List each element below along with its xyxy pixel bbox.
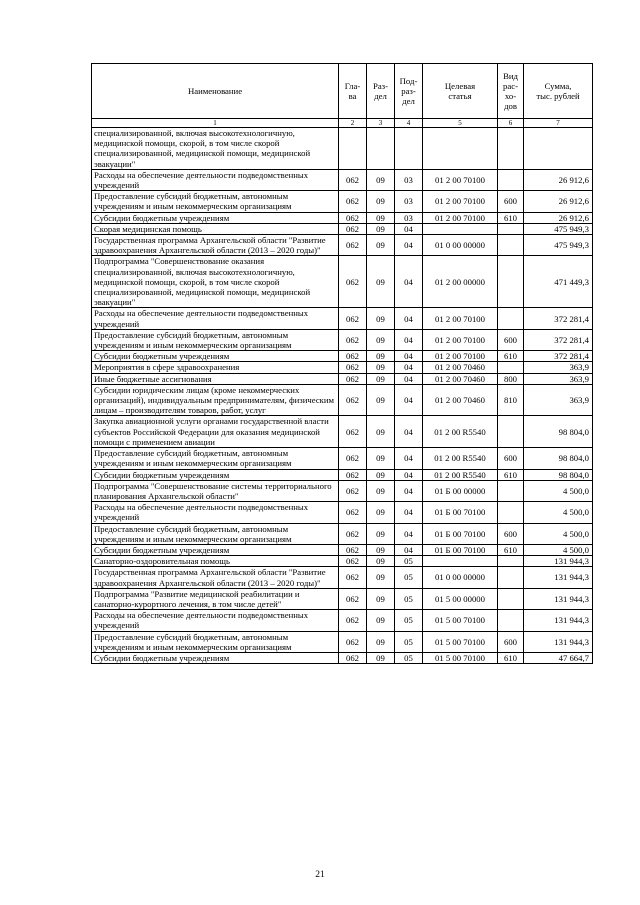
table-row bbox=[92, 567, 593, 588]
table-row bbox=[92, 448, 593, 469]
row-target-article: 01 5 00 70100 bbox=[423, 631, 498, 652]
row-section: 09 bbox=[367, 523, 395, 544]
row-expense-type bbox=[498, 128, 524, 170]
row-expense-type bbox=[498, 256, 524, 308]
row-chapter: 062 bbox=[339, 631, 367, 652]
row-expense-type: 600 bbox=[498, 448, 524, 469]
row-sum: 4 500,0 bbox=[524, 523, 593, 544]
row-expense-type: 600 bbox=[498, 329, 524, 350]
row-sum: 131 944,3 bbox=[524, 610, 593, 631]
table-row bbox=[92, 502, 593, 523]
row-sum: 98 804,0 bbox=[524, 469, 593, 480]
table-row bbox=[92, 329, 593, 350]
row-sum: 372 281,4 bbox=[524, 329, 593, 350]
row-chapter: 062 bbox=[339, 169, 367, 190]
row-section: 09 bbox=[367, 631, 395, 652]
row-target-article: 01 Б 00 70100 bbox=[423, 502, 498, 523]
table-row bbox=[92, 588, 593, 609]
row-target-article: 01 2 00 R5540 bbox=[423, 448, 498, 469]
row-subsection: 04 bbox=[395, 544, 423, 555]
row-chapter: 062 bbox=[339, 652, 367, 663]
row-name: Подпрограмма "Совершенствование оказания специализированной, включая высокотехнологичную, медицинской помощи, скорой, в том числе скорой специализированной, медицинской помощи, медицинской эвакуации" bbox=[92, 256, 339, 308]
row-subsection: 04 bbox=[395, 223, 423, 234]
row-name: Скорая медицинская помощь bbox=[92, 223, 339, 234]
table-row bbox=[92, 169, 593, 190]
row-expense-type bbox=[498, 588, 524, 609]
row-chapter: 062 bbox=[339, 556, 367, 567]
row-name: Расходы на обеспечение деятельности подведомственных учреждений bbox=[92, 169, 339, 190]
row-subsection: 05 bbox=[395, 556, 423, 567]
row-expense-type: 810 bbox=[498, 384, 524, 416]
row-target-article bbox=[423, 223, 498, 234]
row-sum: 4 500,0 bbox=[524, 502, 593, 523]
row-chapter: 062 bbox=[339, 351, 367, 362]
row-expense-type bbox=[498, 235, 524, 256]
table-row bbox=[92, 610, 593, 631]
row-name: Предоставление субсидий бюджетным, автономным учреждениям и иным некоммерческим организациям bbox=[92, 448, 339, 469]
row-sum: 131 944,3 bbox=[524, 631, 593, 652]
table-row bbox=[92, 212, 593, 223]
row-section: 09 bbox=[367, 223, 395, 234]
table-row bbox=[92, 523, 593, 544]
row-name: Подпрограмма "Совершенствование системы территориального планирования Архангельской области" bbox=[92, 480, 339, 501]
row-sum: 4 500,0 bbox=[524, 480, 593, 501]
row-expense-type bbox=[498, 362, 524, 373]
row-name: специализированной, включая высокотехнологичную, медицинской помощи, скорой, в том числе скорой специализированной, медицинской помощи, медицинской эвакуации" bbox=[92, 128, 339, 170]
row-target-article: 01 2 00 R5540 bbox=[423, 416, 498, 448]
row-subsection: 05 bbox=[395, 567, 423, 588]
row-name: Субсидии юридическим лицам (кроме некоммерческих организаций), индивидуальным предпринимателям, физическим лицам – производителям товаров, работ, услуг bbox=[92, 384, 339, 416]
row-subsection: 04 bbox=[395, 448, 423, 469]
row-expense-type bbox=[498, 480, 524, 501]
row-chapter: 062 bbox=[339, 544, 367, 555]
row-subsection: 04 bbox=[395, 235, 423, 256]
row-target-article: 01 0 00 00000 bbox=[423, 567, 498, 588]
row-subsection: 05 bbox=[395, 610, 423, 631]
header-subsection: Под- раз- дел bbox=[395, 64, 423, 119]
row-sum: 131 944,3 bbox=[524, 567, 593, 588]
table-row bbox=[92, 223, 593, 234]
row-target-article: 01 2 00 70100 bbox=[423, 351, 498, 362]
row-target-article: 01 5 00 70100 bbox=[423, 610, 498, 631]
row-target-article: 01 2 00 70460 bbox=[423, 362, 498, 373]
row-name: Субсидии бюджетным учреждениям bbox=[92, 544, 339, 555]
column-number: 4 bbox=[395, 119, 423, 128]
row-chapter bbox=[339, 128, 367, 170]
row-name: Предоставление субсидий бюджетным, автономным учреждениям и иным некоммерческим организациям bbox=[92, 191, 339, 212]
column-number: 3 bbox=[367, 119, 395, 128]
row-target-article: 01 2 00 70460 bbox=[423, 384, 498, 416]
row-sum: 471 449,3 bbox=[524, 256, 593, 308]
row-name: Субсидии бюджетным учреждениям bbox=[92, 469, 339, 480]
row-section: 09 bbox=[367, 235, 395, 256]
row-chapter: 062 bbox=[339, 523, 367, 544]
header-section: Раз- дел bbox=[367, 64, 395, 119]
row-target-article: 01 5 00 70100 bbox=[423, 652, 498, 663]
row-name: Иные бюджетные ассигнования bbox=[92, 373, 339, 384]
table-row bbox=[92, 556, 593, 567]
table-row bbox=[92, 191, 593, 212]
budget-table bbox=[91, 63, 593, 664]
row-section: 09 bbox=[367, 588, 395, 609]
row-chapter: 062 bbox=[339, 610, 367, 631]
row-section: 09 bbox=[367, 567, 395, 588]
row-expense-type: 600 bbox=[498, 523, 524, 544]
row-sum: 372 281,4 bbox=[524, 308, 593, 329]
row-sum: 131 944,3 bbox=[524, 588, 593, 609]
table-row bbox=[92, 373, 593, 384]
row-target-article bbox=[423, 556, 498, 567]
row-target-article: 01 Б 00 70100 bbox=[423, 544, 498, 555]
row-chapter: 062 bbox=[339, 308, 367, 329]
row-section bbox=[367, 128, 395, 170]
row-sum: 475 949,3 bbox=[524, 235, 593, 256]
row-section: 09 bbox=[367, 212, 395, 223]
row-expense-type bbox=[498, 223, 524, 234]
row-name: Подпрограмма "Развитие медицинской реабилитации и санаторно-курортного лечения, в том числе детей" bbox=[92, 588, 339, 609]
row-chapter: 062 bbox=[339, 416, 367, 448]
row-subsection bbox=[395, 128, 423, 170]
row-subsection: 05 bbox=[395, 588, 423, 609]
row-expense-type bbox=[498, 567, 524, 588]
row-name: Расходы на обеспечение деятельности подведомственных учреждений bbox=[92, 610, 339, 631]
row-target-article: 01 5 00 00000 bbox=[423, 588, 498, 609]
row-subsection: 04 bbox=[395, 502, 423, 523]
row-sum: 372 281,4 bbox=[524, 351, 593, 362]
row-name: Расходы на обеспечение деятельности подведомственных учреждений bbox=[92, 502, 339, 523]
row-subsection: 05 bbox=[395, 631, 423, 652]
row-section: 09 bbox=[367, 448, 395, 469]
row-name: Государственная программа Архангельской области "Развитие здравоохранения Архангельской области (2013 – 2020 годы)" bbox=[92, 567, 339, 588]
row-subsection: 03 bbox=[395, 212, 423, 223]
row-section: 09 bbox=[367, 169, 395, 190]
row-chapter: 062 bbox=[339, 469, 367, 480]
row-name: Мероприятия в сфере здравоохранения bbox=[92, 362, 339, 373]
row-name: Субсидии бюджетным учреждениям bbox=[92, 351, 339, 362]
row-subsection: 04 bbox=[395, 384, 423, 416]
row-sum: 98 804,0 bbox=[524, 416, 593, 448]
row-chapter: 062 bbox=[339, 588, 367, 609]
row-sum: 26 912,6 bbox=[524, 191, 593, 212]
row-chapter: 062 bbox=[339, 256, 367, 308]
header-target-article: Целевая статья bbox=[423, 64, 498, 119]
row-target-article: 01 2 00 R5540 bbox=[423, 469, 498, 480]
row-sum: 47 664,7 bbox=[524, 652, 593, 663]
row-target-article: 01 2 00 70100 bbox=[423, 329, 498, 350]
row-section: 09 bbox=[367, 416, 395, 448]
table-body bbox=[92, 119, 593, 664]
row-section: 09 bbox=[367, 362, 395, 373]
row-target-article bbox=[423, 128, 498, 170]
row-sum: 4 500,0 bbox=[524, 544, 593, 555]
row-chapter: 062 bbox=[339, 212, 367, 223]
row-section: 09 bbox=[367, 544, 395, 555]
row-sum: 363,9 bbox=[524, 362, 593, 373]
row-chapter: 062 bbox=[339, 373, 367, 384]
row-sum: 363,9 bbox=[524, 384, 593, 416]
row-expense-type: 610 bbox=[498, 544, 524, 555]
row-subsection: 04 bbox=[395, 416, 423, 448]
row-subsection: 03 bbox=[395, 191, 423, 212]
row-section: 09 bbox=[367, 469, 395, 480]
table-row bbox=[92, 652, 593, 663]
row-sum: 363,9 bbox=[524, 373, 593, 384]
row-section: 09 bbox=[367, 308, 395, 329]
row-sum: 131 944,3 bbox=[524, 556, 593, 567]
row-chapter: 062 bbox=[339, 223, 367, 234]
row-section: 09 bbox=[367, 329, 395, 350]
row-section: 09 bbox=[367, 384, 395, 416]
row-chapter: 062 bbox=[339, 191, 367, 212]
row-chapter: 062 bbox=[339, 567, 367, 588]
row-expense-type bbox=[498, 169, 524, 190]
row-name: Субсидии бюджетным учреждениям bbox=[92, 212, 339, 223]
row-subsection: 04 bbox=[395, 329, 423, 350]
row-expense-type bbox=[498, 610, 524, 631]
row-subsection: 03 bbox=[395, 169, 423, 190]
row-sum: 98 804,0 bbox=[524, 448, 593, 469]
row-sum: 26 912,6 bbox=[524, 169, 593, 190]
page-number: 21 bbox=[315, 870, 325, 880]
column-number-row bbox=[92, 119, 593, 128]
row-expense-type bbox=[498, 556, 524, 567]
row-subsection: 04 bbox=[395, 523, 423, 544]
row-target-article: 01 2 00 70100 bbox=[423, 169, 498, 190]
row-expense-type: 800 bbox=[498, 373, 524, 384]
row-chapter: 062 bbox=[339, 480, 367, 501]
row-chapter: 062 bbox=[339, 329, 367, 350]
row-chapter: 062 bbox=[339, 502, 367, 523]
row-target-article: 01 2 00 70460 bbox=[423, 373, 498, 384]
table-row bbox=[92, 631, 593, 652]
table-row bbox=[92, 384, 593, 416]
row-expense-type bbox=[498, 502, 524, 523]
table-row bbox=[92, 469, 593, 480]
row-chapter: 062 bbox=[339, 362, 367, 373]
row-name: Санаторно-оздоровительная помощь bbox=[92, 556, 339, 567]
row-section: 09 bbox=[367, 556, 395, 567]
row-section: 09 bbox=[367, 652, 395, 663]
row-section: 09 bbox=[367, 502, 395, 523]
row-expense-type: 610 bbox=[498, 469, 524, 480]
row-expense-type: 610 bbox=[498, 212, 524, 223]
table-row bbox=[92, 128, 593, 170]
row-name: Предоставление субсидий бюджетным, автономным учреждениям и иным некоммерческим организациям bbox=[92, 523, 339, 544]
row-section: 09 bbox=[367, 480, 395, 501]
row-name: Закупка авиационной услуги органами государственной власти субъектов Российской Федерации для оказания медицинской помощи с применением авиации bbox=[92, 416, 339, 448]
column-number: 5 bbox=[423, 119, 498, 128]
table-row bbox=[92, 351, 593, 362]
table-row bbox=[92, 308, 593, 329]
column-number: 6 bbox=[498, 119, 524, 128]
row-section: 09 bbox=[367, 191, 395, 212]
header-sum: Сумма, тыс. рублей bbox=[524, 64, 593, 119]
row-target-article: 01 2 00 00000 bbox=[423, 256, 498, 308]
row-chapter: 062 bbox=[339, 384, 367, 416]
header-expense-type: Вид рас- хо- дов bbox=[498, 64, 524, 119]
row-section: 09 bbox=[367, 610, 395, 631]
row-expense-type: 610 bbox=[498, 652, 524, 663]
row-expense-type bbox=[498, 416, 524, 448]
header-name: Наименование bbox=[92, 64, 339, 119]
table-row bbox=[92, 256, 593, 308]
row-section: 09 bbox=[367, 256, 395, 308]
column-number: 1 bbox=[92, 119, 339, 128]
row-name: Государственная программа Архангельской области "Развитие здравоохранения Архангельской области (2013 – 2020 годы)" bbox=[92, 235, 339, 256]
row-name: Расходы на обеспечение деятельности подведомственных учреждений bbox=[92, 308, 339, 329]
row-name: Предоставление субсидий бюджетным, автономным учреждениям и иным некоммерческим организациям bbox=[92, 631, 339, 652]
row-subsection: 04 bbox=[395, 373, 423, 384]
row-name: Предоставление субсидий бюджетным, автономным учреждениям и иным некоммерческим организациям bbox=[92, 329, 339, 350]
row-subsection: 04 bbox=[395, 469, 423, 480]
row-sum bbox=[524, 128, 593, 170]
row-sum: 475 949,3 bbox=[524, 223, 593, 234]
row-subsection: 04 bbox=[395, 256, 423, 308]
row-expense-type: 600 bbox=[498, 631, 524, 652]
row-target-article: 01 Б 00 00000 bbox=[423, 480, 498, 501]
row-target-article: 01 Б 00 70100 bbox=[423, 523, 498, 544]
row-expense-type bbox=[498, 308, 524, 329]
row-section: 09 bbox=[367, 373, 395, 384]
row-section: 09 bbox=[367, 351, 395, 362]
column-number: 7 bbox=[524, 119, 593, 128]
row-expense-type: 600 bbox=[498, 191, 524, 212]
row-target-article: 01 0 00 00000 bbox=[423, 235, 498, 256]
row-chapter: 062 bbox=[339, 448, 367, 469]
row-subsection: 04 bbox=[395, 308, 423, 329]
header-chapter: Гла- ва bbox=[339, 64, 367, 119]
table-row bbox=[92, 544, 593, 555]
table-row bbox=[92, 416, 593, 448]
row-sum: 26 912,6 bbox=[524, 212, 593, 223]
table-row bbox=[92, 235, 593, 256]
row-name: Субсидии бюджетным учреждениям bbox=[92, 652, 339, 663]
row-subsection: 04 bbox=[395, 351, 423, 362]
table-row bbox=[92, 480, 593, 501]
row-target-article: 01 2 00 70100 bbox=[423, 212, 498, 223]
column-number: 2 bbox=[339, 119, 367, 128]
row-target-article: 01 2 00 70100 bbox=[423, 191, 498, 212]
row-subsection: 04 bbox=[395, 362, 423, 373]
table-row bbox=[92, 362, 593, 373]
header-row bbox=[92, 64, 593, 119]
row-subsection: 05 bbox=[395, 652, 423, 663]
row-target-article: 01 2 00 70100 bbox=[423, 308, 498, 329]
row-expense-type: 610 bbox=[498, 351, 524, 362]
row-subsection: 04 bbox=[395, 480, 423, 501]
row-chapter: 062 bbox=[339, 235, 367, 256]
